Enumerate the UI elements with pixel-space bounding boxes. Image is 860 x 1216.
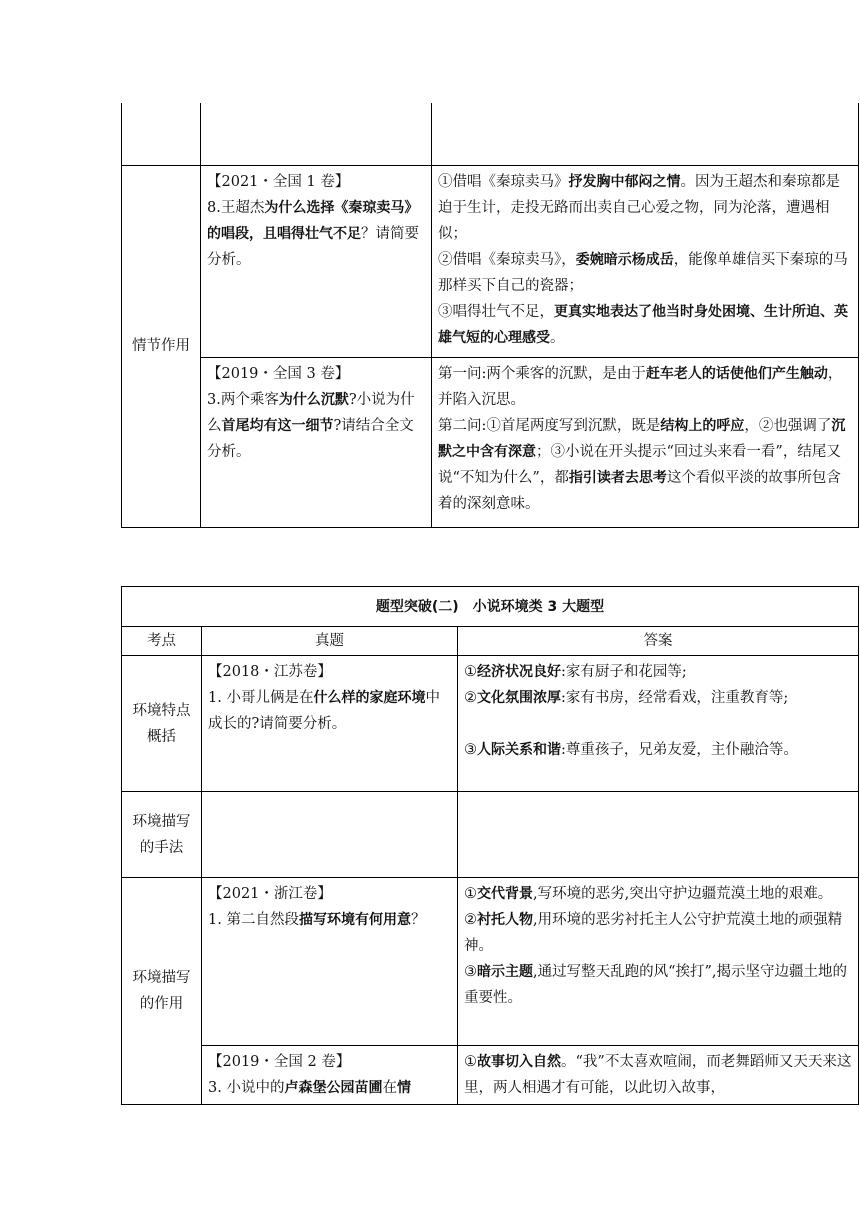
emphasis-text: 经济状况良好 bbox=[477, 664, 561, 680]
text-run: 8.王超杰 bbox=[207, 199, 265, 216]
table-row bbox=[122, 792, 859, 878]
emphasis-text: 赶车老人的话使他们产生触动 bbox=[645, 365, 828, 382]
answer-cell bbox=[432, 357, 859, 527]
text-run: :家有书房，经常看戏，注重教育等; bbox=[561, 690, 789, 706]
question-text bbox=[207, 200, 419, 268]
question-source: 【2019・全国 3 卷】 bbox=[207, 365, 350, 382]
emphasis-text: 委婉暗示杨成岳 bbox=[575, 251, 674, 268]
answer-line bbox=[464, 685, 852, 711]
question-source: 【2021・浙江卷】 bbox=[208, 886, 332, 902]
question-text bbox=[207, 392, 415, 460]
emphasis-text: 故事切入自然 bbox=[477, 1054, 561, 1070]
environment-question-table bbox=[121, 586, 859, 1105]
text-run: ,通过写整天乱跑的风“挨打”,揭示坚守边疆土地的重要性。 bbox=[464, 964, 848, 1006]
text-run: 第二问:①首尾两度写到沉默，既是 bbox=[438, 417, 661, 434]
text-run: 3. 小说中的 bbox=[208, 1080, 285, 1096]
emphasis-text: 更真实地表达了他当时身处困境、生计所迫、英雄气短的心理感受 bbox=[438, 303, 848, 346]
empty-answer-cell bbox=[458, 792, 859, 878]
question-cell bbox=[201, 357, 432, 527]
table-caption: 题型突破(二) 小说环境类 3 大题型 bbox=[122, 587, 859, 627]
text-run: ？请简要分析。 bbox=[207, 225, 419, 268]
text-run: 在 bbox=[382, 1080, 397, 1096]
table-row bbox=[122, 656, 859, 792]
text-run: ②借唱《秦琼卖马》， bbox=[438, 251, 576, 268]
plot-function-table bbox=[121, 103, 859, 528]
question-text bbox=[208, 1080, 411, 1096]
text-run: ①借唱《秦琼卖马》 bbox=[438, 173, 569, 190]
text-run: ② bbox=[464, 912, 477, 928]
text-run: ,写环境的恶劣,突出守护边疆荒漠土地的艰难。 bbox=[533, 886, 833, 902]
empty-question-cell bbox=[201, 103, 432, 165]
text-run: ，能像单雄信买下秦琼的马那样买下自己的瓷器； bbox=[438, 251, 848, 294]
emphasis-text: 描写环境有何用意 bbox=[298, 912, 411, 928]
text-run: ② bbox=[464, 690, 477, 706]
answer-line bbox=[464, 881, 852, 907]
answer-line bbox=[438, 413, 852, 517]
text-run: 这个看似平淡的故事所包含着的深刻意味。 bbox=[438, 469, 841, 512]
kaodian-cell: 环境描写的作用 bbox=[122, 878, 202, 1105]
answer-cell bbox=[432, 165, 859, 357]
header-kaodian: 考点 bbox=[122, 627, 202, 656]
answer-line bbox=[438, 247, 852, 299]
question-source: 【2019・全国 2 卷】 bbox=[208, 1054, 351, 1070]
answer-line bbox=[464, 1049, 852, 1101]
table-row bbox=[122, 103, 859, 165]
answer-cell bbox=[458, 656, 859, 792]
emphasis-text: 结构上的呼应 bbox=[660, 417, 745, 434]
emphasis-text: 人际关系和谐 bbox=[477, 742, 561, 758]
kaodian-cell: 环境描写的手法 bbox=[122, 792, 202, 878]
text-run: ；③小说在开头提示“回过头来看一看”，结尾又说“不知为什么”，都 bbox=[438, 443, 841, 486]
text-run: ?请结合全文分析。 bbox=[207, 417, 414, 460]
empty-question-cell bbox=[202, 792, 458, 878]
question-cell bbox=[201, 165, 432, 357]
answer-line bbox=[464, 907, 852, 959]
answer-line bbox=[464, 737, 852, 763]
emphasis-text: 卢森堡公园苗圃 bbox=[284, 1080, 383, 1096]
question-source: 【2021・全国 1 卷】 bbox=[207, 173, 350, 190]
empty-answer-cell bbox=[432, 103, 859, 165]
text-run: ③ bbox=[464, 742, 477, 758]
answer-line bbox=[438, 169, 852, 247]
text-run: ?小说为什么 bbox=[207, 391, 415, 434]
text-run: ，②也强调了 bbox=[744, 417, 832, 434]
header-row bbox=[122, 627, 859, 656]
emphasis-text: 抒发胸中郁闷之情 bbox=[568, 173, 681, 190]
text-run: ,用环境的恶劣衬托主人公守护荒漠土地的顽强精神。 bbox=[464, 912, 843, 954]
text-run: 1. 小哥儿俩是在 bbox=[208, 690, 314, 706]
emphasis-text: 首尾均有这一细节 bbox=[221, 417, 334, 434]
answer-line bbox=[438, 299, 852, 351]
emphasis-text: 交代背景 bbox=[477, 886, 533, 902]
answer-line bbox=[464, 659, 852, 685]
emphasis-text: 沉默之中含有深意 bbox=[438, 417, 846, 460]
text-run: 。因为王超杰和秦琼都是迫于生计，走投无路而出卖自己心爱之物，同为沦落，遭遇相似； bbox=[438, 173, 840, 242]
text-run: :家有厨子和花园等; bbox=[561, 664, 687, 680]
question-cell bbox=[202, 878, 458, 1046]
text-run: ③唱得壮气不足， bbox=[438, 303, 554, 320]
question-text bbox=[208, 690, 440, 732]
text-run: 中成长的?请简要分析。 bbox=[208, 690, 440, 732]
table-row bbox=[122, 878, 859, 1046]
kaodian-cell: 环境特点概括 bbox=[122, 656, 202, 792]
text-run: ① bbox=[464, 664, 477, 680]
table-row bbox=[122, 357, 859, 527]
table-row bbox=[122, 165, 859, 357]
header-answer: 答案 bbox=[458, 627, 859, 656]
text-run: ① bbox=[464, 886, 477, 902]
text-run: 。“我”不太喜欢喧闹，而老舞蹈师又天天来这里，两人相遇才有可能，以此切入故事， bbox=[464, 1054, 852, 1096]
emphasis-text: 什么样的家庭环境 bbox=[313, 690, 426, 706]
text-run: 。 bbox=[550, 329, 565, 346]
text-run: 1. 第二自然段 bbox=[208, 912, 299, 928]
caption-row bbox=[122, 587, 859, 627]
text-run: 第一问:两个乘客的沉默，是由于 bbox=[438, 365, 646, 382]
text-run: ① bbox=[464, 1054, 477, 1070]
emphasis-text: 情 bbox=[396, 1080, 411, 1096]
answer-cell bbox=[458, 1046, 859, 1105]
question-text bbox=[208, 912, 425, 928]
kaodian-cell: 情节作用 bbox=[122, 165, 201, 527]
text-run: ？ bbox=[410, 912, 426, 928]
answer-cell bbox=[458, 878, 859, 1046]
question-cell bbox=[202, 1046, 458, 1105]
answer-line bbox=[464, 959, 852, 1011]
emphasis-text: 指引读者去思考 bbox=[568, 469, 667, 486]
text-run: 3.两个乘客 bbox=[207, 391, 279, 408]
question-cell bbox=[202, 656, 458, 792]
emphasis-text: 为什么沉默 bbox=[278, 391, 349, 408]
text-run: ，并陷入沉思。 bbox=[438, 365, 843, 408]
emphasis-text: 衬托人物 bbox=[477, 912, 533, 928]
empty-kaodian-cell bbox=[122, 103, 201, 165]
emphasis-text: 文化氛围浓厚 bbox=[477, 690, 561, 706]
table-row bbox=[122, 1046, 859, 1105]
emphasis-text: 暗示主题 bbox=[477, 964, 533, 980]
text-run: ③ bbox=[464, 964, 477, 980]
header-question: 真题 bbox=[202, 627, 458, 656]
question-source: 【2018・江苏卷】 bbox=[208, 664, 332, 680]
answer-line bbox=[438, 361, 852, 413]
emphasis-text: 为什么选择《秦琼卖马》的唱段，且唱得壮气不足 bbox=[207, 199, 419, 242]
answer-line bbox=[464, 711, 852, 737]
text-run: :尊重孩子，兄弟友爱，主仆融洽等。 bbox=[561, 742, 798, 758]
